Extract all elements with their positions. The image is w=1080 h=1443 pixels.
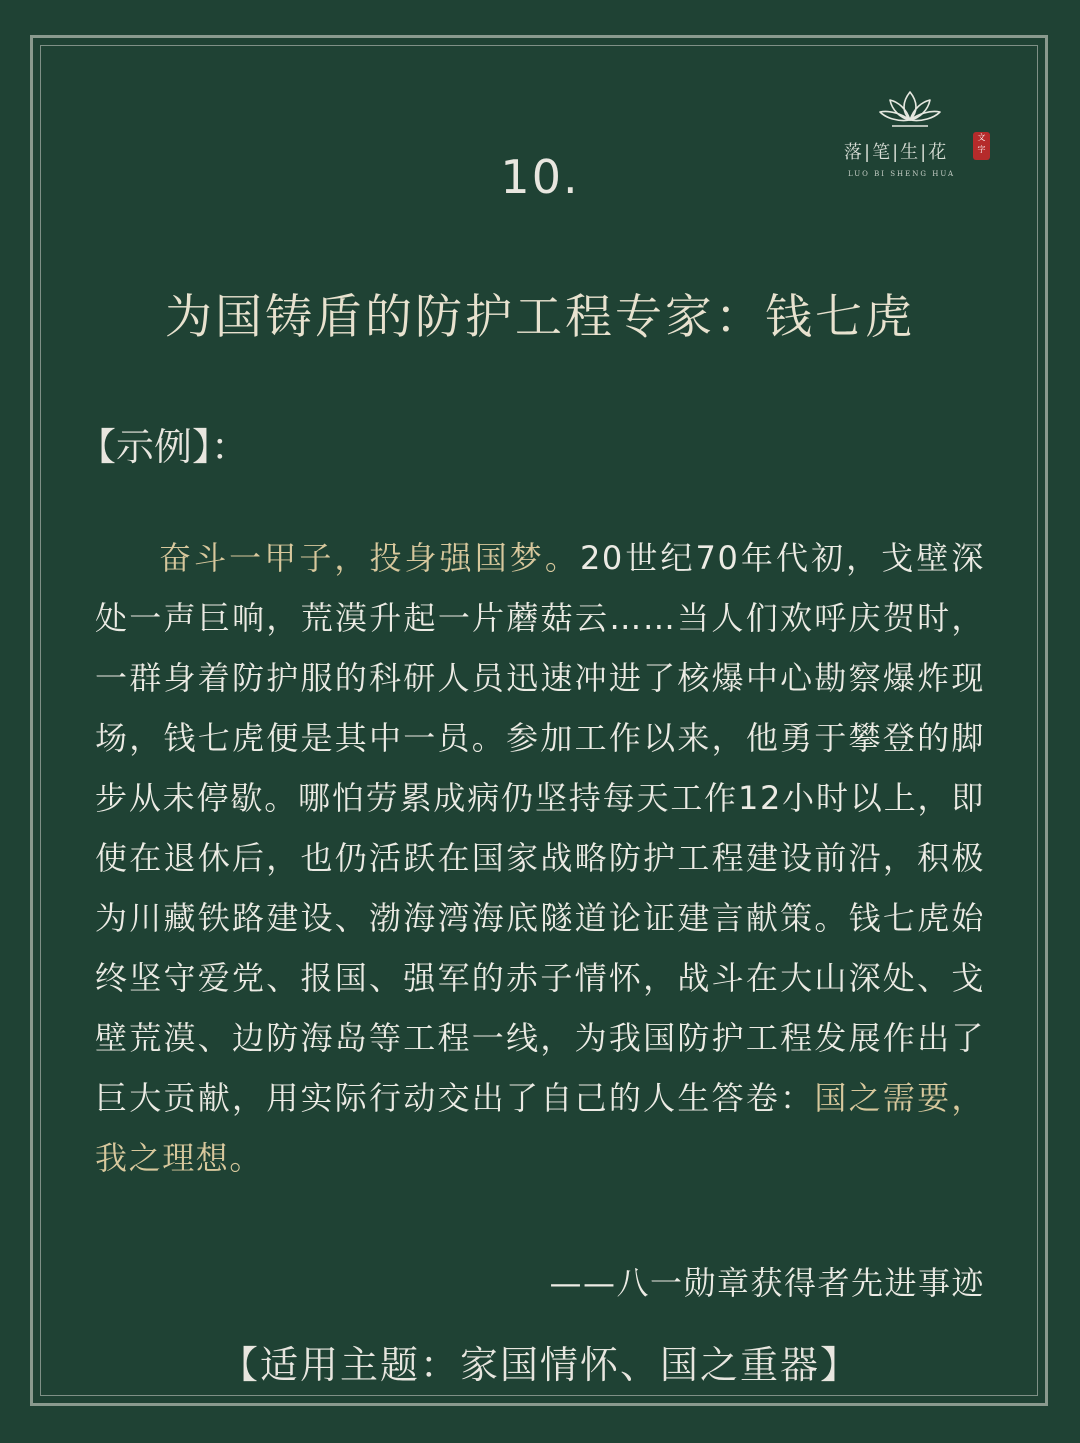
- logo-chinese-text: 落|笔|生|花: [844, 142, 949, 163]
- opening-highlight: 奋斗一甲子，投身强国梦。: [159, 539, 580, 577]
- section-label: 【示例】：: [78, 425, 250, 469]
- logo-pinyin-text: LUO BI SHENG HUA: [848, 170, 956, 178]
- source-attribution: ——八一勋章获得者先进事迹: [549, 1264, 985, 1302]
- page-title: 为国铸盾的防护工程专家：钱七虎: [165, 290, 915, 345]
- lotus-icon: [878, 88, 942, 130]
- logo-red-seal: 文 字: [973, 132, 990, 160]
- item-number: 10.: [500, 150, 580, 204]
- body-main-text: 20世纪70年代初，戈壁深处一声巨响，荒漠升起一片蘑菇云……当人们欢呼庆贺时，一群身着防护服的科研人员迅速冲进了核爆中心勘察爆炸现场，钱七虎便是其中一员。参加工作以来，他勇于攀登的脚步从未停歇。哪怕劳累成病仍坚持每天工作12小时以上，即使在退休后，也仍活跃在国家战略防护工程建设前沿，积极为川藏铁路建设、渤海湾海底隧道论证建言献策。钱七虎始终坚守爱党、报国、强军的赤子情怀，战斗在大山深处、戈壁荒漠、边防海岛等工程一线，为我国防护工程发展作出了巨大贡献，用实际行动交出了自己的人生答卷：: [95, 539, 986, 1117]
- applicable-theme: 【适用主题：家国情怀、国之重器】: [219, 1343, 860, 1387]
- body-paragraph: [95, 528, 985, 1188]
- closing-highlight: 国之需要，我之理想。: [95, 1079, 985, 1177]
